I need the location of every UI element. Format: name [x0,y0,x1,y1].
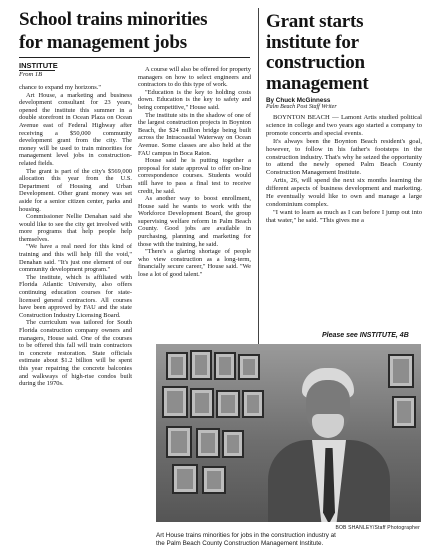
wall-plaque [166,352,188,380]
wall-plaque [242,390,264,418]
paragraph: chance to expand my horizons." [19,84,101,91]
paragraph: Commissioner Nellie Denahan said she would like to see the city get involved with more programs that help people help themselves. [19,213,132,243]
paragraph: House said he is putting together a proposal for state approval to offer on-line correspondence courses. Students would still have to pass a final test to receive credit, he said. [138,157,251,195]
paragraph: "Education is the key to holding costs down. Education is the key to safety and being competitive," House said. [138,88,251,111]
wall-plaque [166,426,192,458]
paragraph: "There's a glaring shortage of people who view construction as a long-term, financially secure career," House said. "We lose a lot of good talent." [138,248,251,279]
left-article-column-2 [138,66,251,342]
column-divider [258,8,259,344]
left-article-column-1 [19,84,132,482]
right-article-body [266,114,422,328]
photo-caption-line-1: Art House trains minorities for jobs in the construction industry at [156,532,336,539]
photo-credit: BOB SHANLEY/Staff Photographer [335,525,420,531]
left-headline-line-1: School trains minorities [19,9,208,30]
wall-plaque [392,396,416,428]
from-line: From 1B [19,71,43,78]
byline-affiliation: Palm Beach Post Staff Writer [266,104,337,110]
paragraph: "We have a real need for this kind of training and this will help fill the void," Denahan said. "It's just one element of our community development program." [19,243,132,274]
wall-plaque [196,428,220,458]
paragraph: Art House, a marketing and business development consultant for 23 years, opened the institute this summer in a double storefront in Ocean Plaza on Ocean Avenue east of Federal Highway after receiving a $50,000 community development grant from the city. The money will be used to train minorities for management level jobs in construction-related fields. [19,91,132,167]
wall-plaque [222,430,244,458]
paragraph: The grant is part of the city's $569,000 allocation this year from the U.S. Department of Housing and Urban Development. Other grant money was set aside for a senior citizen center, parks and housing. [19,167,132,213]
wall-plaque [214,352,236,380]
left-headline-line-2: for management jobs [19,32,187,53]
left-headline-rule [19,57,250,58]
wall-plaque [190,388,214,418]
paragraph: The institute, which is affiliated with Florida Atlantic University, also offers continuing education courses for state-licensed general contractors. All courses have been approved by FAU and the state Construction Industry Licensing Board. [19,273,132,319]
person-beard [312,414,344,438]
paragraph: The institute sits in the shadow of one of the largest construction projects in Boynton Beach, the $24 million bridge being built across the Intracoastal Waterway on Ocean Avenue. Some classes are also held at the FAU campus in Boca Raton. [138,111,251,157]
paragraph: "I want to learn as much as I can before I jump out into that water," he said. "This gives me a [266,208,422,224]
kicker-institute: INSTITUTE [19,61,58,70]
continued-jump-line: Please see INSTITUTE, 4B [322,332,409,339]
paragraph: The curriculum was tailored for South Florida construction company owners and managers, House said. One of the courses to be offered this fall will train contractors in concrete restoration. State officials estimate about $1.2 billion will be spent this year repairing the concrete balconies and walkways of high-rise condos built during the 1970s. [19,319,132,388]
photograph-art-house [156,344,421,522]
byline: By Chuck McGinness [266,97,331,104]
wall-plaque [190,350,212,380]
right-headline-line: construction [266,52,365,73]
right-headline-line: management [266,72,369,94]
paragraph: Artis, 26, will spend the next six months learning the different aspects of business development and marketing. He eventually would like to own and manage a large condominium complex. [266,177,422,208]
wall-plaque [162,386,188,418]
paragraph: A course will also be offered for property managers on how to select engineers and contractors to do this type of work. [138,66,251,89]
right-headline [266,12,428,94]
paragraph: As another way to boost enrollment, House said he wants to work with the Workforce Development Board, the group supervising welfare reform in Palm Beach County. Good jobs are available in purchasing, planning and marketing for those with the training, he said. [138,195,251,248]
paragraph: BOYNTON BEACH — Lamont Artis studied political science in college and two years ago started a company to promote concerts and special events. [266,114,422,137]
paragraph: It's always been the Boynton Beach resident's goal, however, to follow in his father's footsteps in the construction industry. That's why he seized the opportunity to attend the newly opened Palm Beach County Construction Management Institute. [266,137,422,177]
wall-plaque [202,466,226,494]
wall-plaque [172,464,198,494]
photo-caption-line-2: the Palm Beach County Construction Management Institute. [156,540,324,547]
right-headline-line: Grant starts [266,11,364,32]
right-headline-line: institute for [266,31,359,53]
wall-plaque [216,390,240,418]
wall-plaque [388,354,414,388]
wall-plaque [238,354,260,380]
